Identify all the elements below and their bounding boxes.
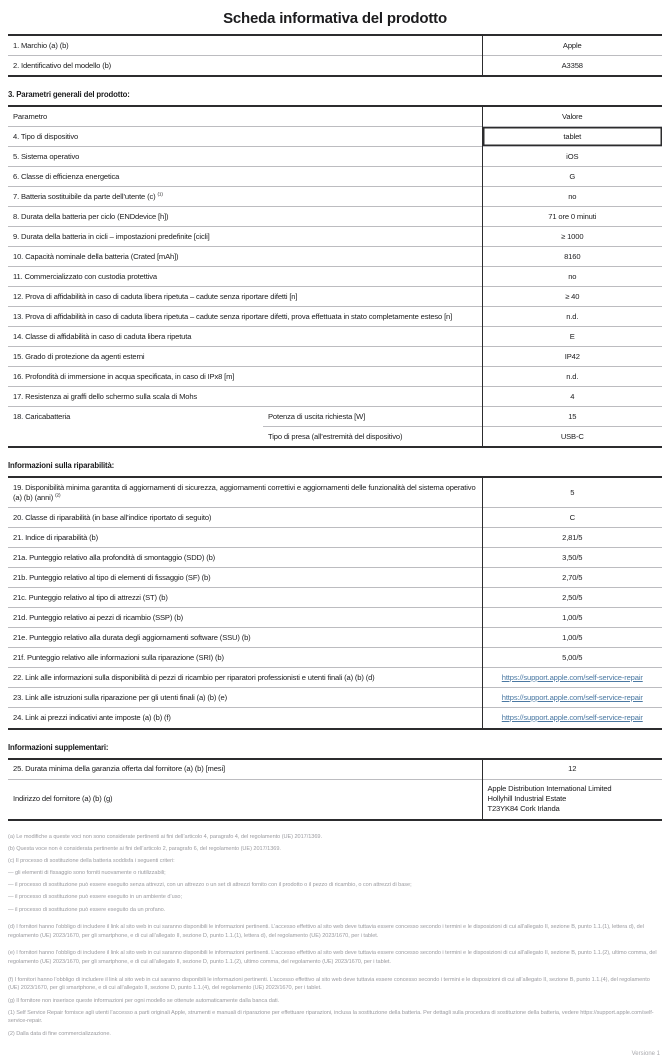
table-row <box>8 127 662 147</box>
row-label: 21a. Punteggio relativo alla profondità di smontaggio (SDD) (b) <box>8 548 482 568</box>
column-header-valore: Valore <box>482 106 662 127</box>
row-value: 2,70/5 <box>482 568 662 588</box>
table-row <box>8 307 662 327</box>
footnote: — il processo di sostituzione può essere eseguito da un profano. <box>8 906 166 913</box>
row-label: 12. Prova di affidabilità in caso di caduta libera ripetuta – cadute senza riportare difetti [n] <box>8 287 482 307</box>
footnote: (1) Self Service Repair fornisce agli utenti l’accesso a parti originali Apple, strumenti e manuali di riparazione per effettuare riparazioni, inclusa la sostituzione della batteria. Per dettagli sulla procedura di sostituzione della batteria, vedere https://support.apple.com/self-service-repair. <box>8 1009 654 1025</box>
footnote: (2) Dalla data di fine commercializzazione. <box>8 1030 111 1037</box>
repair-link[interactable]: https://support.apple.com/self-service-repair <box>501 672 643 682</box>
row-value: 3,50/5 <box>482 548 662 568</box>
row-value: 2,81/5 <box>482 528 662 548</box>
footnote: (d) I fornitori hanno l’obbligo di includere il link al sito web in cui saranno disponibili le informazioni pertinenti. L’accesso effettivo al sito web deve tuttavia essere concesso secondo i termini e le disposizioni di cui all’allegato II, sezione B, punto 1.1.(1), lettera d), del regolamento (UE) 2023/1670, per gli smartphone, e di cui all’allegato II, sezione D, punto 1.1.(1), lettera d), del regolamento (UE) 2023/1670, per i tablet. <box>8 924 644 939</box>
row-label: 13. Prova di affidabilità in caso di caduta libera ripetuta – cadute senza riportare difetti, prova effettuata in stato completamente esteso [n] <box>8 307 482 327</box>
row-value: A3358 <box>482 56 662 77</box>
row-label: 7. Batteria sostituibile da parte dell’utente (c) $^{(1)}$ <box>8 187 482 207</box>
general-parameters-table <box>8 105 662 448</box>
row-value: 2,50/5 <box>482 588 662 608</box>
charger-sub-label: Tipo di presa (all’estremità del dispositivo) <box>263 427 482 448</box>
table-row <box>8 608 662 628</box>
section-heading-general: 3. Parametri generali del prodotto: <box>8 90 130 100</box>
table-row <box>8 548 662 568</box>
row-value: tablet <box>482 127 662 147</box>
row-value: 5,00/5 <box>482 648 662 668</box>
footnote: (f) I fornitori hanno l’obbligo di includere il link al sito web in cui saranno disponibili le informazioni pertinenti. L’accesso effettivo al sito web deve tuttavia essere concesso secondo i termini e le disposizioni di cui all’allegato II, sezione B, punto 1.1.(4), del regolamento (UE) 2023/1670, per gli smartphone, e di cui all’allegato II, sezione D, punto 1.1.(4), del regolamento (UE) 2023/1670, per i tablet. <box>8 976 650 992</box>
footnote: — gli elementi di fissaggio sono forniti nuovamente o riutilizzabili; <box>8 870 166 877</box>
row-value: n.d. <box>482 367 662 387</box>
row-value: n.d. <box>482 307 662 327</box>
table-row <box>8 668 662 688</box>
row-label: 17. Resistenza ai graffi dello schermo sulla scala di Mohs <box>8 387 482 407</box>
table-row <box>8 688 662 708</box>
table-row <box>8 407 662 427</box>
table-row <box>8 568 662 588</box>
row-label: 21c. Punteggio relativo al tipo di attrezzi (ST) (b) <box>8 588 482 608</box>
row-label: 19. Disponibilità minima garantita di aggiornamenti di sicurezza, aggiornamenti correttivi e aggiornamenti delle funzionalità del sistema operativo (a) (b) (anni) $^{(2)}$ <box>13 482 476 502</box>
row-label: 10. Capacità nominale della batteria (Crated [mAh]) <box>8 247 482 267</box>
table-row <box>8 759 662 780</box>
row-value: 1,00/5 <box>482 628 662 648</box>
row-label: 21d. Punteggio relativo ai pezzi di ricambio (SSP) (b) <box>8 608 482 628</box>
repairability-table <box>8 476 662 729</box>
table-row <box>8 779 662 820</box>
footnotes <box>8 833 662 1039</box>
row-label: 20. Classe di riparabilità (in base all’indice riportato di seguito) <box>8 508 482 528</box>
table-row <box>8 187 662 207</box>
row-value-link-cell <box>482 708 662 729</box>
row-label: 22. Link alle informazioni sulla disponibilità di pezzi di ricambio per riparatori professionisti e utenti finali (a) (b) (d) <box>8 668 482 688</box>
table-row <box>8 588 662 608</box>
table-row <box>8 528 662 548</box>
footnote: — il processo di sostituzione può essere eseguito in un ambiente d’uso; <box>8 894 183 901</box>
row-label: 1. Marchio (a) (b) <box>13 40 69 50</box>
row-value: 15 <box>482 407 662 427</box>
footnote: — il processo di sostituzione può essere eseguito senza attrezzi, con un attrezzo o un set di attrezzi fornito con il prodotto o il pezzo di ricambio, o con attrezzi di base; <box>8 882 412 889</box>
row-value: C <box>482 508 662 528</box>
row-value: 1,00/5 <box>482 608 662 628</box>
section-heading-supplementary: Informazioni supplementari: <box>8 742 109 752</box>
row-value-link-cell <box>482 668 662 688</box>
row-label: 6. Classe di efficienza energetica <box>8 167 482 187</box>
footnote: (g) Il fornitore non inserisce queste informazioni per ogni modello se ottenute automaticamente dalla banca dati. <box>8 997 280 1004</box>
row-value: ≥ 40 <box>482 287 662 307</box>
table-row <box>8 327 662 347</box>
table-row <box>8 648 662 668</box>
row-label: 21f. Punteggio relativo alle informazioni sulla riparazione (SRI) (b) <box>8 648 482 668</box>
row-value: Apple Distribution International Limited Hollyhill Industrial Estate T23YK84 Cork Irlanda <box>482 779 662 820</box>
row-label: 24. Link ai prezzi indicativi ante imposte (a) (b) (f) <box>8 708 482 729</box>
row-value: ≥ 1000 <box>482 227 662 247</box>
footnote: (b) Questa voce non è considerata pertinente ai fini dell’articolo 2, paragrafo 6, del regolamento (UE) 2017/1369. <box>8 845 281 852</box>
row-value: 5 <box>482 477 662 508</box>
repair-link[interactable]: https://support.apple.com/self-service-repair <box>501 692 643 702</box>
table-row <box>8 287 662 307</box>
row-value: 12 <box>482 759 662 780</box>
table-row <box>8 708 662 729</box>
table-row <box>8 477 662 508</box>
row-value: USB-C <box>482 427 662 448</box>
table-row <box>8 56 662 77</box>
page-title: Scheda informativa del prodotto <box>223 10 447 27</box>
table-row <box>8 508 662 528</box>
table-row <box>8 227 662 247</box>
table-row <box>8 35 662 56</box>
row-label: 5. Sistema operativo <box>8 147 482 167</box>
row-label: 15. Grado di protezione da agenti esterni <box>8 347 482 367</box>
row-value: IP42 <box>482 347 662 367</box>
table-row <box>8 247 662 267</box>
row-value: no <box>482 187 662 207</box>
section-heading-repairability: Informazioni sulla riparabilità: <box>8 461 115 471</box>
row-value: E <box>482 327 662 347</box>
row-label: 21b. Punteggio relativo al tipo di elementi di fissaggio (SF) (b) <box>8 568 482 588</box>
row-value: no <box>482 267 662 287</box>
row-label: 4. Tipo di dispositivo <box>8 127 482 147</box>
footnote: (e) I fornitori hanno l’obbligo di includere il link al sito web in cui saranno disponibili le informazioni pertinenti. L’accesso effettivo al sito web deve tuttavia essere concesso secondo i termini e le disposizioni di cui all’allegato II, sezione B, punto 1.1.(2), ultimo comma, del regolamento (UE) 2023/1670, per gli smartphone, e di cui all’allegato II, sezione D, punto 1.1.(2), ultimo comma, del regolamento (UE) 2023/1670, per i tablet. <box>8 950 657 966</box>
charger-sub-label: Potenza di uscita richiesta [W] <box>263 407 482 427</box>
row-label: 14. Classe di affidabilità in caso di caduta libera ripetuta <box>8 327 482 347</box>
row-value: 4 <box>482 387 662 407</box>
row-label: 8. Durata della batteria per ciclo (ENDdevice [h]) <box>8 207 482 227</box>
row-label: 16. Profondità di immersione in acqua specificata, in caso di IPx8 [m] <box>8 367 482 387</box>
row-label: Indirizzo del fornitore (a) (b) (g) <box>8 779 482 820</box>
footnote: (c) Il processo di sostituzione della batteria soddisfa i seguenti criteri: <box>8 857 175 864</box>
row-label: 21. Indice di riparabilità (b) <box>8 528 482 548</box>
table-header-row <box>8 106 662 127</box>
repair-link[interactable]: https://support.apple.com/self-service-repair <box>501 712 643 722</box>
row-value: 8160 <box>482 247 662 267</box>
row-label: 25. Durata minima della garanzia offerta dal fornitore (a) (b) [mesi] <box>13 764 225 773</box>
row-value-link-cell <box>482 688 662 708</box>
column-header-parametro: Parametro <box>13 111 48 121</box>
supplementary-table <box>8 758 662 821</box>
row-label: 2. Identificativo del modello (b) <box>8 56 482 77</box>
row-value: Apple <box>482 35 662 56</box>
table-row <box>8 267 662 287</box>
table-row <box>8 167 662 187</box>
version-label: Versione 1 <box>631 1051 660 1058</box>
identification-table <box>8 34 662 77</box>
row-value: 71 ore 0 minuti <box>482 207 662 227</box>
table-row <box>8 367 662 387</box>
table-row <box>8 347 662 367</box>
row-value: iOS <box>482 147 662 167</box>
table-row <box>8 387 662 407</box>
row-label: 23. Link alle istruzioni sulla riparazione per gli utenti finali (a) (b) (e) <box>8 688 482 708</box>
table-row <box>8 628 662 648</box>
table-row <box>8 207 662 227</box>
table-row <box>8 147 662 167</box>
footnote: (a) Le modifiche a queste voci non sono considerate pertinenti ai fini dell’articolo 4, paragrafo 4, del regolamento (UE) 2017/1369. <box>8 833 322 840</box>
row-label: 21e. Punteggio relativo alla durata degli aggiornamenti software (SSU) (b) <box>8 628 482 648</box>
row-value: G <box>482 167 662 187</box>
row-label: 9. Durata della batteria in cicli – impostazioni predefinite [cicli] <box>8 227 482 247</box>
row-label: 11. Commercializzato con custodia protettiva <box>8 267 482 287</box>
charger-row-label: 18. Caricabatteria <box>8 407 263 448</box>
